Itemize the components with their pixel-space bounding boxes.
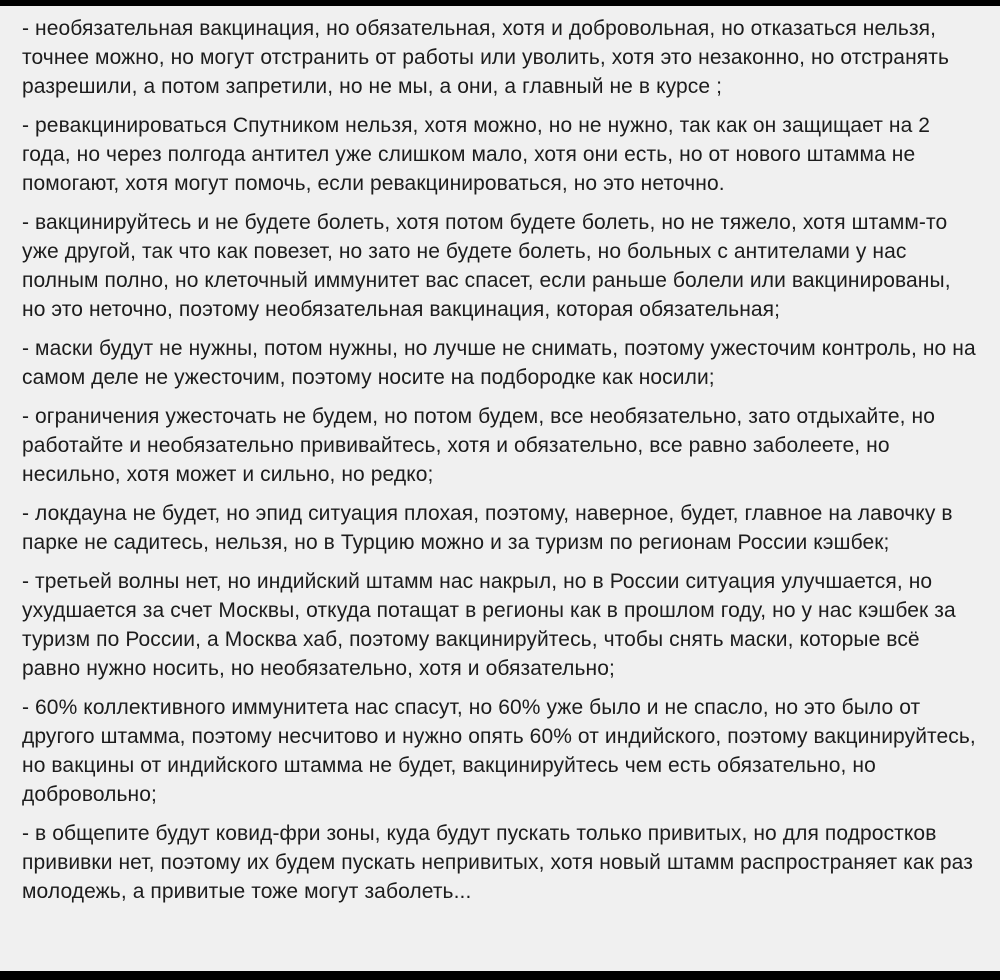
bottom-border xyxy=(0,971,1000,980)
paragraph-third-wave: - третьей волны нет, но индийский штамм нас накрыл, но в России ситуация улучшается, но ухудшается за счет Москвы, откуда потащат в регионы как в прошлом году, но у нас кэшбек за туризм по России, а Москва хаб, поэтому вакцинируйтесь, чтобы снять маски, которые всё равно нужно носить, но необязательно, хотя и обязательно; xyxy=(22,570,956,680)
paragraph-vaccinate-and-not-get-sick: - вакцинируйтесь и не будете болеть, хотя потом будете болеть, но не тяжело, хотя штамм-то уже другой, так что как повезет, но зато не будете болеть, но больных с антителами у нас полным полно, но клеточный иммунитет вас спасет, если раньше болели или вакцинированы, но это неточно, поэтому необязательная вакцинация, которая обязательная; xyxy=(22,211,951,321)
paragraph-restrictions: - ограничения ужесточать не будем, но потом будем, все необязательно, зато отдыхайте, но работайте и необязательно прививайтесь, хотя и обязательно, все равно заболеете, но несильно, хотя может и сильно, но редко; xyxy=(22,405,935,486)
paragraph-lockdown: - локдауна не будет, но эпид ситуация плохая, поэтому, наверное, будет, главное на лавочку в парке не садитесь, нельзя, но в Турцию можно и за туризм по регионам России кэшбек; xyxy=(22,502,953,554)
paragraph-herd-immunity: - 60% коллективного иммунитета нас спасут, но 60% уже было и не спасло, но это было от другого штамма, поэтому несчитово и нужно опять 60% от индийского, поэтому вакцинируйтесь, но вакцины от индийского штамма не будет, вакцинируйтесь чем есть обязательно, но добровольно; xyxy=(22,696,976,806)
paragraph-revaccination-sputnik: - ревакцинироваться Спутником нельзя, хотя можно, но не нужно, так как он защищает на 2 года, но через полгода антител уже слишком мало, хотя они есть, но от нового штамма не помогают, хотя могут помочь, если ревакцинироваться, но это неточно. xyxy=(22,114,931,195)
paragraph-optional-vaccination: - необязательная вакцинация, но обязательная, хотя и добровольная, но отказаться нельзя, точнее можно, но могут отстранить от работы или уволить, хотя это незаконно, но отстранять разрешили, а потом запретили, но не мы, а они, а главный не в курсе ; xyxy=(22,17,950,98)
paragraph-covid-free-zones: - в общепите будут ковид-фри зоны, куда будут пускать только привитых, но для подростков прививки нет, поэтому их будем пускать непривитых, хотя новый штамм распространяет как раз молодежь, а привитые тоже могут заболеть... xyxy=(22,822,973,903)
paragraph-masks: - маски будут не нужны, потом нужны, но лучше не снимать, поэтому ужесточим контроль, но на самом деле не ужесточим, поэтому носите на подбородке как носили; xyxy=(22,337,976,389)
text-content xyxy=(0,6,1000,971)
